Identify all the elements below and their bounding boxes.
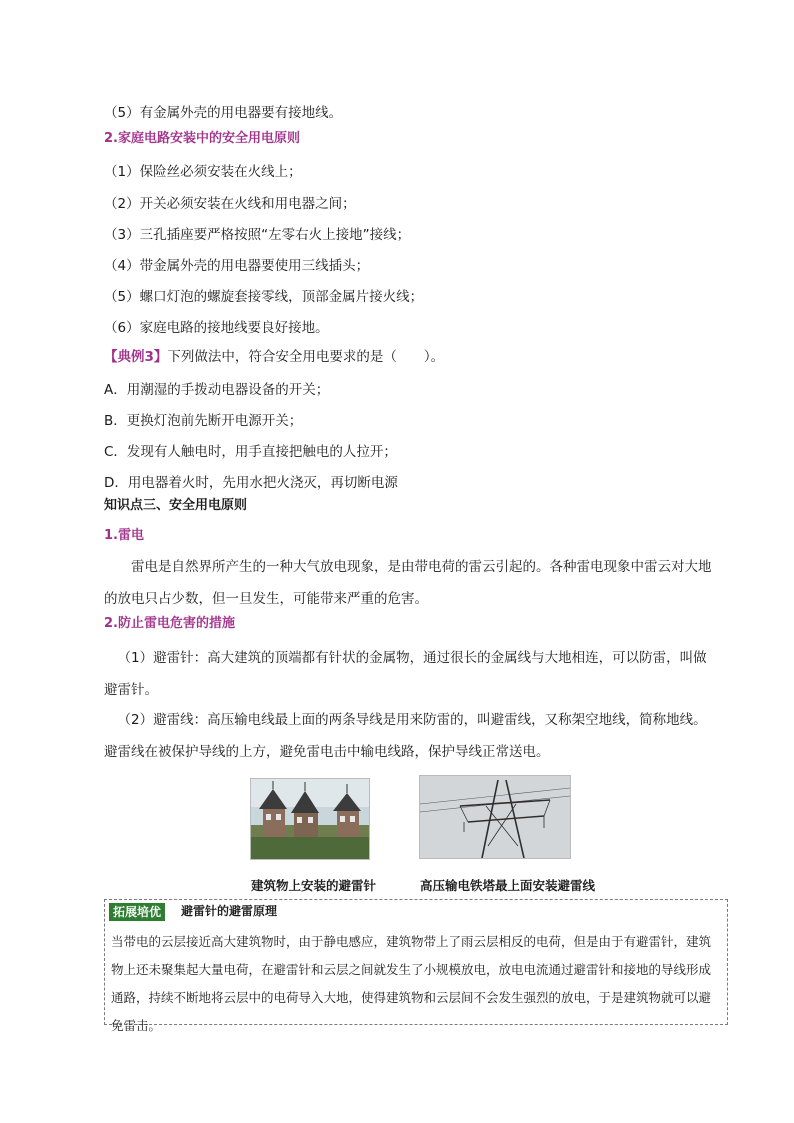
right-photo-caption: 高压输电铁塔最上面安装避雷线 <box>420 878 596 893</box>
example-tag: 【典例3】 <box>104 349 168 365</box>
example-option-c: C．发现有人触电时，用手直接把触电的人拉开； <box>104 444 397 460</box>
rule-item: （6）家庭电路的接地线要良好接地。 <box>104 320 329 336</box>
section-heading-lightning: 1.雷电 <box>104 528 144 543</box>
example-question <box>104 347 444 367</box>
lightning-rod-paragraph: （1）避雷针：高大建筑的顶端都有针状的金属物，通过很长的金属线与大地相连，可以防雷，叫做避雷针。 <box>104 650 707 698</box>
example-option-b: B．更换灯泡前先断开电源开关； <box>104 413 303 429</box>
example-question-text: 下列做法中，符合安全用电要求的是（ ）。 <box>167 349 445 365</box>
lightning-paragraph: 雷电是自然界所产生的一种大气放电现象，是由带电荷的雷云引起的。各种雷电现象中雷云对大地的放电只占少数，但一旦发生，可能带来严重的危害。 <box>104 559 712 607</box>
section-heading-household-rules: 2.家庭电路安装中的安全用电原则 <box>104 131 300 146</box>
section-heading-lightning-protection: 2.防止雷电危害的措施 <box>104 616 235 631</box>
building-lightning-rod-photo <box>250 778 370 860</box>
rule-item: （3）三孔插座要严格按照“左零右火上接地”接线； <box>104 227 411 243</box>
ground-wire-paragraph: （2）避雷线：高压输电线最上面的两条导线是用来防雷的，叫避雷线，又称架空地线，简称地线。避雷线在被保护导线的上方，避免雷电击中输电线路，保护导线正常送电。 <box>104 712 707 760</box>
rule-item: （4）带金属外壳的用电器要使用三线插头； <box>104 258 370 274</box>
example-option-d: D．用电器着火时，先用水把火浇灭，再切断电源 <box>104 475 398 491</box>
extension-body: 当带电的云层接近高大建筑物时，由于静电感应，建筑物带上了雨云层相反的电荷，但是由于有避雷针，建筑物上还未聚集起大量电荷，在避雷针和云层之间就发生了小规模放电，放电电流通过避雷针和接地的导线形成通路，持续不断地将云层中的电荷导入大地，使得建筑物和云层间不会发生强烈的放电，于是建筑物就可以避免雷击。 <box>111 934 712 1033</box>
extension-box <box>104 899 728 1033</box>
rule-line-5: （5）有金属外壳的用电器要有接地线。 <box>104 105 343 121</box>
rule-item: （2）开关必须安装在火线和用电器之间； <box>104 196 356 212</box>
extension-tag: 拓展培优 <box>109 903 165 921</box>
rule-item: （1）保险丝必须安装在火线上； <box>104 164 302 180</box>
knowledge-point-title: 知识点三、安全用电原则 <box>104 498 248 513</box>
transmission-tower-photo <box>419 775 571 859</box>
rule-item: （5）螺口灯泡的螺旋套接零线，顶部金属片接火线； <box>104 289 424 305</box>
left-photo-caption: 建筑物上安装的避雷针 <box>251 878 377 893</box>
extension-title: 避雷针的避雷原理 <box>181 904 278 918</box>
example-option-a: A．用潮湿的手拨动电器设备的开关； <box>104 382 330 398</box>
